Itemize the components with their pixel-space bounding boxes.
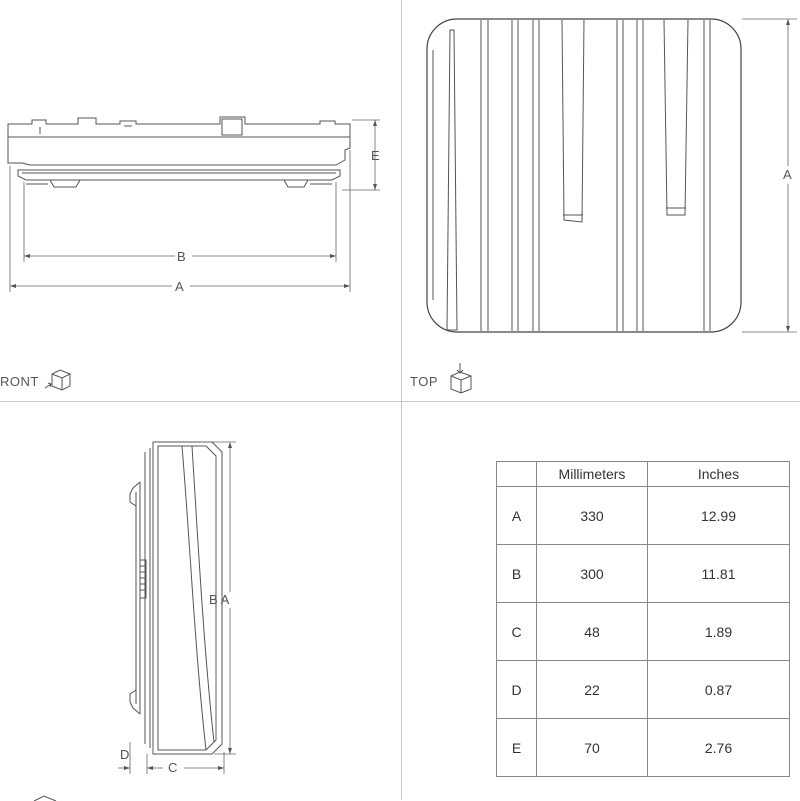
top-view-cube-icon xyxy=(448,362,474,394)
dimension-inches: 0.87 xyxy=(648,661,790,719)
dim-label-a: A xyxy=(783,167,792,182)
table-row xyxy=(497,487,790,545)
dimension-inches: 12.99 xyxy=(648,487,790,545)
dim-label-a: A xyxy=(175,279,184,294)
dimension-mm: 22 xyxy=(537,661,648,719)
dimension-mm: 70 xyxy=(537,719,648,777)
view-label-front: RONT xyxy=(0,374,39,389)
dim-label-e: E xyxy=(371,148,380,163)
side-view xyxy=(0,402,400,800)
dimension-key: C xyxy=(497,603,537,661)
top-view-drawing xyxy=(402,0,800,400)
dimension-mm: 48 xyxy=(537,603,648,661)
dimension-key: E xyxy=(497,719,537,777)
front-view-cube-icon xyxy=(42,368,72,394)
dimension-inches: 2.76 xyxy=(648,719,790,777)
dim-label-ba: B A xyxy=(209,592,230,607)
dimension-inches: 11.81 xyxy=(648,545,790,603)
table-header-millimeters: Millimeters xyxy=(537,462,648,487)
table-row xyxy=(497,719,790,777)
dim-label-d: D xyxy=(120,747,130,762)
table-header-inches: Inches xyxy=(648,462,790,487)
front-view-drawing xyxy=(0,0,400,400)
dimension-inches: 1.89 xyxy=(648,603,790,661)
table-header-key xyxy=(497,462,537,487)
side-view-drawing xyxy=(0,402,400,800)
front-view xyxy=(0,0,400,400)
top-view xyxy=(402,0,800,400)
dim-label-b: B xyxy=(177,249,186,264)
dimension-mm: 330 xyxy=(537,487,648,545)
table-row xyxy=(497,603,790,661)
table-row xyxy=(497,661,790,719)
dimension-key: A xyxy=(497,487,537,545)
table-header-row xyxy=(497,462,790,487)
dimension-key: B xyxy=(497,545,537,603)
view-label-top: TOP xyxy=(410,374,438,389)
table-row xyxy=(497,545,790,603)
dimension-key: D xyxy=(497,661,537,719)
dimension-mm: 300 xyxy=(537,545,648,603)
dim-label-c: C xyxy=(168,760,178,775)
dimension-table xyxy=(496,461,790,777)
